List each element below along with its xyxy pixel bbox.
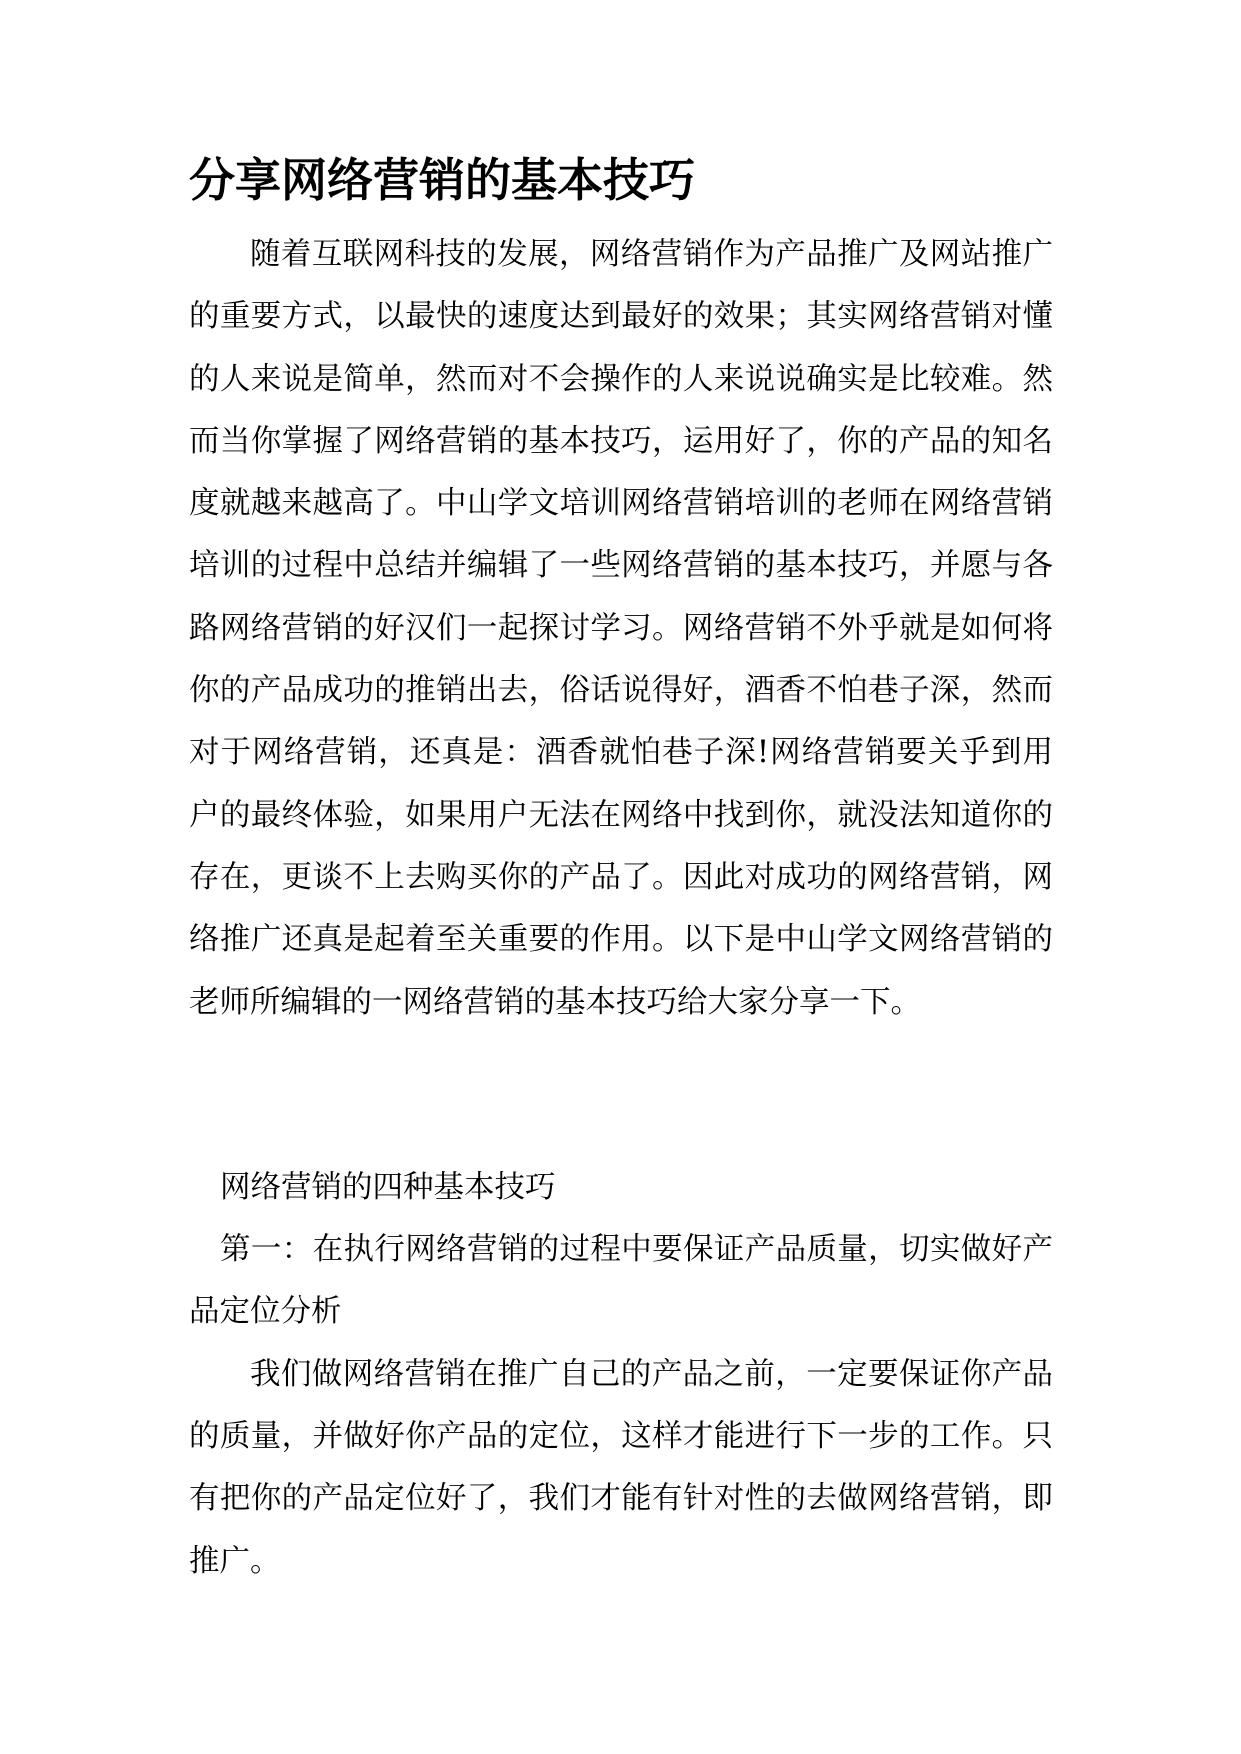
intro-paragraph: 随着互联网科技的发展，网络营销作为产品推广及网站推广的重要方式，以最快的速度达到最好的效果；其实网络营销对懂的人来说是简单，然而对不会操作的人来说说确实是比较难。然而当你掌握了网络营销的基本技巧，运用好了，你的产品的知名度就越来越高了。中山学文培训网络营销培训的老师在网络营销培训的过程中总结并编辑了一些网络营销的基本技巧，并愿与各路网络营销的好汉们一起探讨学习。网络营销不外乎就是如何将你的产品成功的推销出去，俗话说得好，酒香不怕巷子深，然而对于网络营销，还真是：酒香就怕巷子深!网络营销要关乎到用户的最终体验，如果用户无法在网络中找到你，就没法知道你的存在，更谈不上去购买你的产品了。因此对成功的网络营销，网络推广还真是起着至关重要的作用。以下是中山学文网络营销的老师所编辑的一网络营销的基本技巧给大家分享一下。 (189, 237, 1053, 1020)
point-one-body: 我们做网络营销在推广自己的产品之前，一定要保证你产品的质量，并做好你产品的定位，这样才能进行下一步的工作。只有把你的产品定位好了，我们才能有针对性的去做网络营销，即推广。 (189, 1356, 1053, 1579)
section-spacer (189, 1034, 1053, 1157)
point-one-heading: 第一：在执行网络营销的过程中要保证产品质量，切实做好产品定位分析 (189, 1232, 1053, 1330)
document-content (189, 150, 1053, 1593)
section-heading: 网络营销的四种基本技巧 (220, 1169, 556, 1205)
document-title: 分享网络营销的基本技巧 (189, 153, 695, 207)
